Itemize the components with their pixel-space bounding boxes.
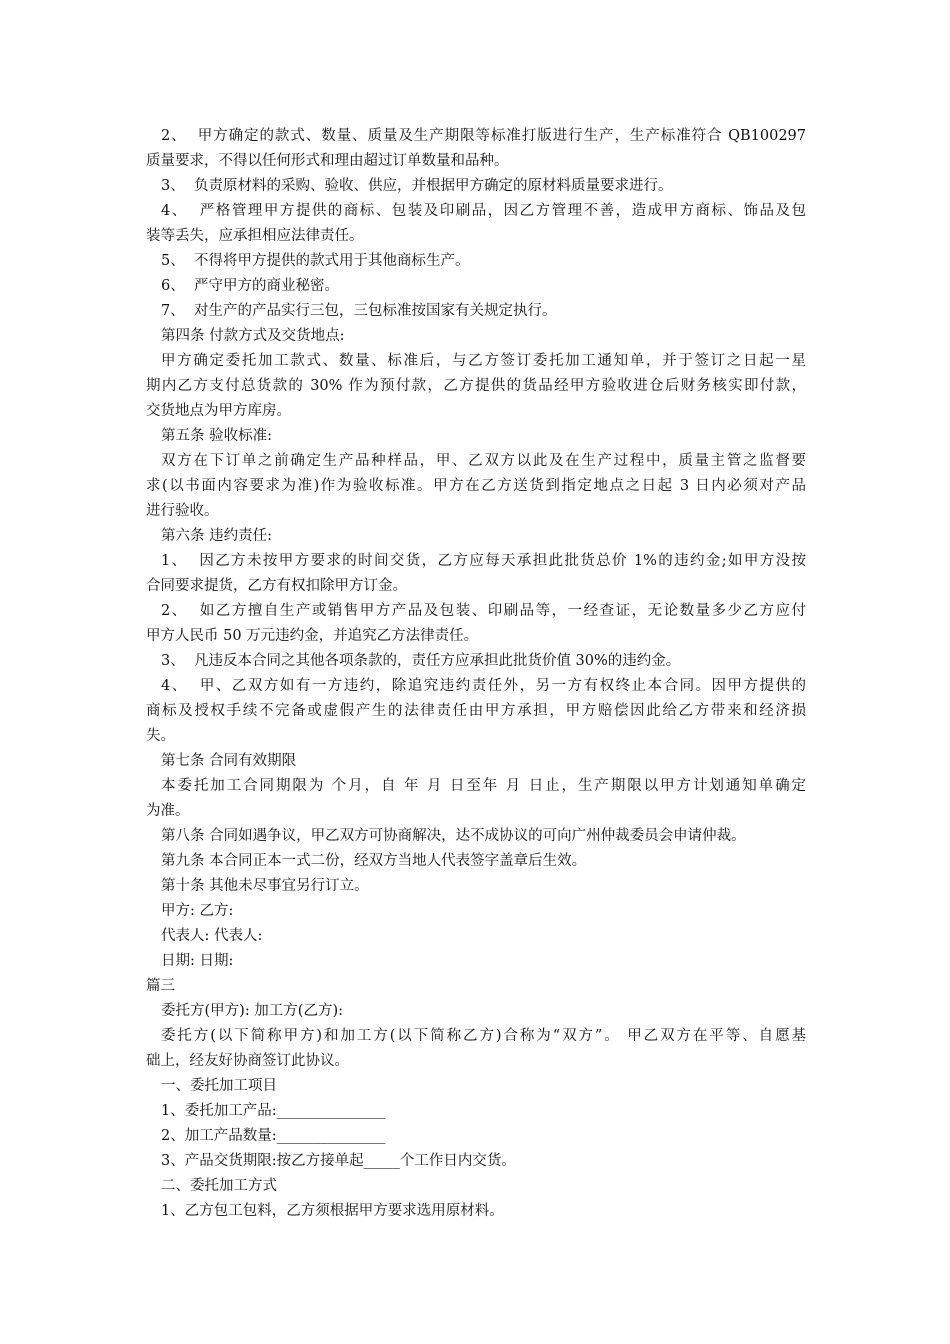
text-line: 质量要求，不得以任何形式和理由超过订单数量和品种。 <box>146 153 509 169</box>
text-line: 第十条 其他未尽事宜另行订立。 <box>161 878 369 894</box>
text-line: 装等丢失，应承担相应法律责任。 <box>146 228 364 244</box>
text-line: 3、 负责原材料的采购、验收、供应，并根据甲方确定的原材料质量要求进行。 <box>161 178 673 194</box>
text-line: 交货地点为甲方库房。 <box>146 403 291 419</box>
text-line: 第九条 本合同正本一式二份，经双方当地人代表签字盖章后生效。 <box>161 853 587 869</box>
text-line: 4、 严格管理甲方提供的商标、包装及印刷品，因乙方管理不善，造成甲方商标、饰品及包 <box>161 203 806 219</box>
text-line: 5、 不得将甲方提供的款式用于其他商标生产。 <box>161 253 470 269</box>
text-line: 3、 凡违反本合同之其他各项条款的，责任方应承担此批货价值 30%的违约金。 <box>161 653 681 669</box>
text-line: 2、加工产品数量:_______________ <box>161 1128 386 1144</box>
text-line: 6、 严守甲方的商业秘密。 <box>161 278 339 294</box>
text-line: 1、委托加工产品:_______________ <box>161 1103 386 1119</box>
text-line: 期内乙方支付总货款的 30% 作为预付款，乙方提供的货品经甲方验收进仓后财务核实即付款， <box>146 378 806 394</box>
text-line: 篇三 <box>146 978 175 994</box>
text-line: 4、 甲、乙双方如有一方违约，除追究违约责任外，另一方有权终止本合同。因甲方提供的 <box>161 678 806 694</box>
text-line: 商标及授权手续不完备或虚假产生的法律责任由甲方承担，甲方赔偿因此给乙方带来和经济损 <box>146 703 806 719</box>
text-line: 3、产品交货期限:按乙方接单起_____个工作日内交货。 <box>161 1153 516 1169</box>
text-line: 第五条 验收标准: <box>161 428 272 444</box>
text-line: 二、委托加工方式 <box>161 1178 277 1194</box>
text-line: 第八条 合同如遇争议，甲乙双方可协商解决，达不成协议的可向广州仲裁委员会申请仲裁。 <box>161 828 746 844</box>
text-line: 2、 甲方确定的款式、数量、质量及生产期限等标准打版进行生产，生产标准符合 QB100297 <box>161 128 806 144</box>
text-line: 甲方确定委托加工款式、数量、标准后，与乙方签订委托加工通知单，并于签订之日起一星 <box>161 353 806 369</box>
text-line: 第四条 付款方式及交货地点: <box>161 328 345 344</box>
text-line: 1、 因乙方未按甲方要求的时间交货，乙方应每天承担此批货总价 1%的违约金;如甲方没按 <box>161 553 806 569</box>
text-line: 日期: 日期: <box>161 953 234 969</box>
text-line: 进行验收。 <box>146 503 219 519</box>
text-line: 一、委托加工项目 <box>161 1078 277 1094</box>
text-line: 甲方: 乙方: <box>161 903 234 919</box>
text-line: 求(以书面内容要求为准)作为验收标准。甲方在乙方送货到指定地点之日起 3 日内必须对产品 <box>146 478 806 494</box>
text-line: 委托方(甲方): 加工方(乙方): <box>161 1003 344 1019</box>
text-line: 代表人: 代表人: <box>161 928 263 944</box>
text-line: 7、 对生产的产品实行三包，三包标准按国家有关规定执行。 <box>161 303 557 319</box>
text-line: 2、 如乙方擅自生产或销售甲方产品及包装、印刷品等，一经查证，无论数量多少乙方应付 <box>161 603 806 619</box>
text-line: 础上，经友好协商签订此协议。 <box>146 1053 349 1069</box>
text-line: 合同要求提货，乙方有权扣除甲方订金。 <box>146 578 407 594</box>
text-line: 双方在下订单之前确定生产品种样品，甲、乙双方以此及在生产过程中，质量主管之监督要 <box>161 453 806 469</box>
text-line: 失。 <box>146 728 175 744</box>
text-line: 第七条 合同有效期限 <box>161 753 297 769</box>
text-line: 为准。 <box>146 803 190 819</box>
document-body <box>146 124 806 1224</box>
text-line: 1、乙方包工包料，乙方须根据甲方要求选用原材料。 <box>161 1203 504 1219</box>
text-line: 第六条 违约责任: <box>161 528 272 544</box>
text-line: 本委托加工合同期限为 个月，自 年 月 日至年 月 日止，生产期限以甲方计划通知单确定 <box>161 778 806 794</box>
text-line: 甲方人民币 50 万元违约金，并追究乙方法律责任。 <box>146 628 479 644</box>
text-line: 委托方(以下简称甲方)和加工方(以下简称乙方)合称为“双方”。 甲乙双方在平等、自愿基 <box>161 1028 806 1044</box>
